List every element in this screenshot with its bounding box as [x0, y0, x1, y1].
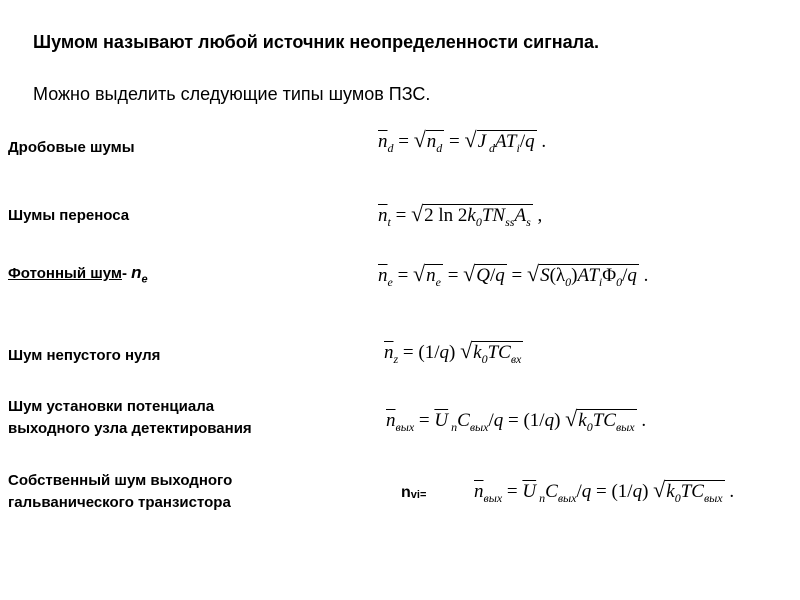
label-photon-noise-symbol: $n_e$: [131, 263, 148, 286]
label-reset-noise-line2: выходного узла детектирования: [8, 420, 252, 437]
label-photon-noise: [8, 262, 148, 290]
slide-subtitle: Можно выделить следующие типы шумов ПЗС.: [33, 84, 431, 104]
formula-reset-noise: $\overline{n}_{вых} = \overline{U}$ $_nC_{вых}/q = (1/q)$ $√k_0TC_{вых}$ .: [376, 402, 656, 439]
label-photon-noise-dash: -: [121, 265, 132, 282]
label-transistor-noise: [8, 470, 232, 514]
formula-transistor-noise: $\overline{n}_{вых} = \overline{U}$ $_nC_{вых}/q = (1/q)$ $√k_0TC_{вых}$ .: [464, 473, 744, 510]
formula-nonempty-zero-noise: $\overline{n}_z = (1/q)$ $√k_0TC_{вх}$: [384, 338, 522, 366]
formula-photon-noise: $\overline{n}_e = √n_e = √Q/q = √S(\lambda_0)AT_i\Phi_0/q$ .: [378, 261, 649, 289]
label-reset-noise: [8, 396, 252, 440]
formula-shot-noise: $\overline{n}_d = √n_d = √J$ $_dAT_i/q$ .: [378, 127, 547, 155]
label-transistor-noise-line1: Собственный шум выходного: [8, 472, 233, 489]
symbol-nvi: nvi=: [401, 484, 427, 501]
label-nonempty-zero-noise: Шум непустого нуля: [8, 347, 161, 364]
formula-transfer-noise: $\overline{n}_t = √2$ $\ln 2k_0TN_{ss}A_s$ ,: [378, 201, 543, 229]
label-transfer-noise: Шумы переноса: [8, 207, 130, 224]
slide-title: Шумом называют любой источник неопределенности сигнала.: [33, 32, 600, 52]
label-shot-noise: Дробовые шумы: [8, 139, 135, 156]
label-transistor-noise-line2: гальванического транзистора: [8, 494, 231, 511]
label-photon-noise-text: Фотонный шум: [8, 265, 122, 282]
label-reset-noise-line1: Шум установки потенциала: [8, 398, 215, 415]
